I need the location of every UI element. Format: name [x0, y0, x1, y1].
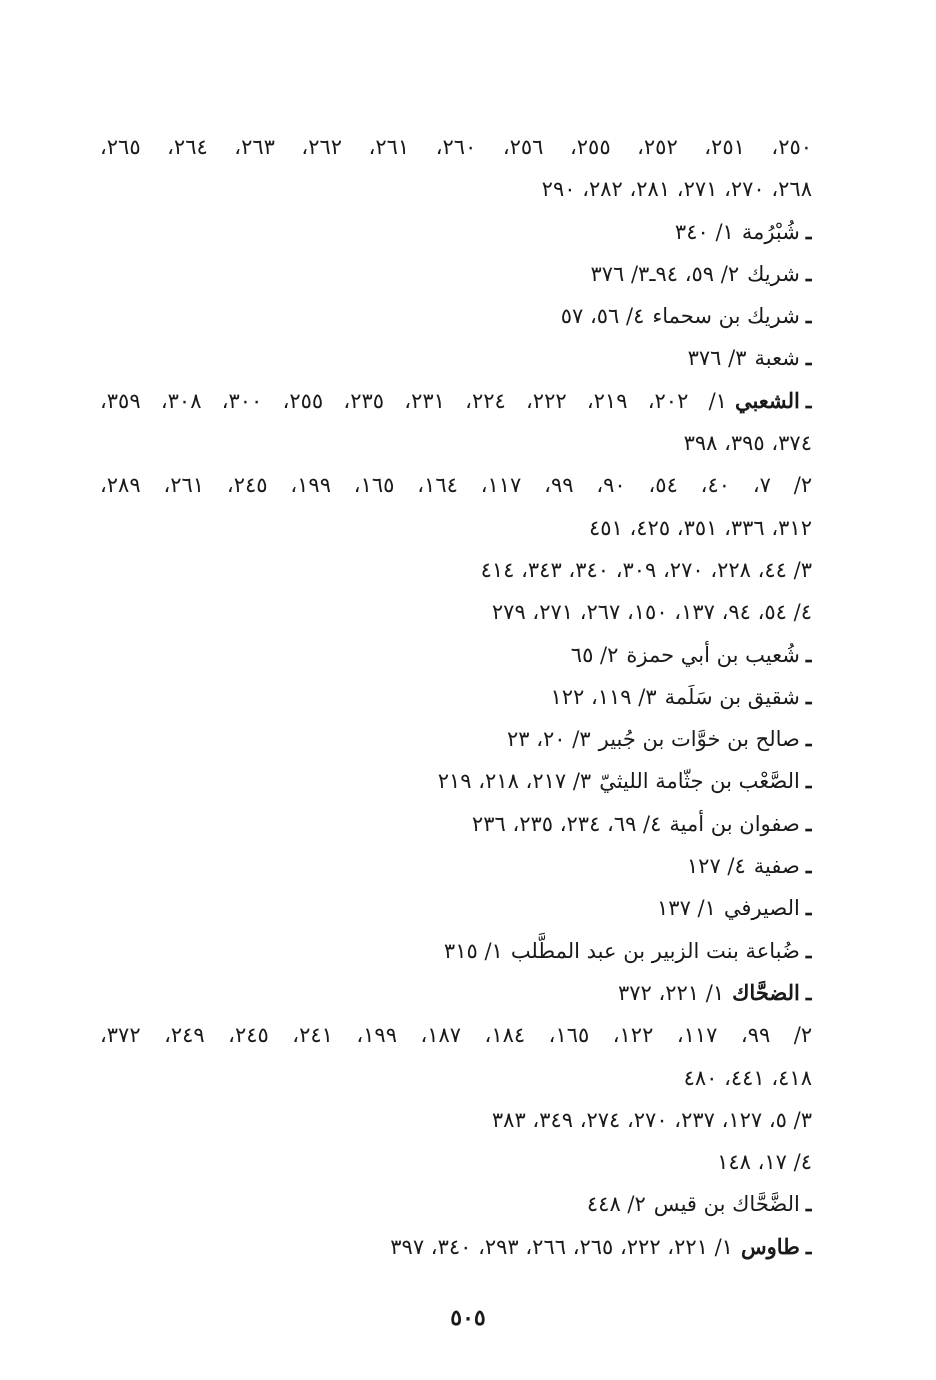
- index-entry: [100, 803, 812, 845]
- entry-name: الشعبي: [734, 387, 800, 413]
- entry-name: طاوس: [740, 1233, 800, 1259]
- entry-name: شعبة: [754, 346, 800, 371]
- index-continuation-line: [100, 1099, 812, 1141]
- index-entry: [100, 887, 812, 929]
- index-continuation-line: [100, 507, 812, 549]
- entry-dash: ـ: [805, 683, 812, 709]
- entry-name: صفوان بن أمية: [669, 811, 800, 836]
- entry-dash: ـ: [805, 1233, 812, 1259]
- index-continuation-line: [100, 1014, 812, 1056]
- entry-references: ٢/ ٥٩، ٩٤ـ٣/ ٣٧٦: [590, 261, 740, 286]
- entry-references: ٤/ ١٧، ١٤٨: [717, 1150, 812, 1175]
- entry-name: الصيرفي: [723, 896, 800, 921]
- entry-dash: ـ: [805, 641, 812, 667]
- index-entry: [100, 253, 812, 295]
- index-entry: [100, 718, 812, 760]
- entry-name: الضحَّاك: [732, 979, 800, 1005]
- entry-references: ١/ ٣٤٠: [674, 219, 734, 244]
- entry-name: شُبْرُمة: [741, 219, 800, 244]
- entry-references: ٤/ ٥٤، ٩٤، ١٣٧، ١٥٠، ٢٦٧، ٢٧١، ٢٧٩: [491, 600, 812, 625]
- entry-references: ١/ ٣١٥: [443, 938, 503, 963]
- entry-references: ٤١٨، ٤٤١، ٤٨٠: [683, 1065, 812, 1090]
- entry-dash: ـ: [805, 895, 812, 921]
- entry-references: ٣/ ١١٩، ١٢٢: [550, 684, 657, 709]
- entry-references: ٣/ ٣٧٦: [687, 346, 747, 371]
- name-index-list: [100, 126, 812, 1268]
- entry-dash: ـ: [805, 303, 812, 329]
- entry-references: ٣/ ٤٤، ٢٢٨، ٢٧٠، ٣٠٩، ٣٤٠، ٣٤٣، ٤١٤: [480, 557, 812, 582]
- index-entry: [100, 634, 812, 676]
- entry-references: ٤/ ٥٦، ٥٧: [560, 304, 645, 329]
- entry-dash: ـ: [805, 768, 812, 794]
- entry-dash: ـ: [805, 937, 812, 963]
- entry-dash: ـ: [805, 853, 812, 879]
- entry-references: ١/ ١٣٧: [657, 896, 716, 921]
- entry-dash: ـ: [805, 260, 812, 286]
- entry-references: ٣٧٤، ٣٩٥، ٣٩٨: [683, 431, 812, 456]
- entry-name: صالح بن خوَّات بن جُبير: [598, 727, 800, 752]
- entry-references: ٢/ ٩٩، ١١٧، ١٢٢، ١٦٥، ١٨٤، ١٨٧، ١٩٩، ٢٤١، ٢٤٥، ٢٤٩، ٣٧٢،: [100, 1023, 812, 1048]
- entry-references: ٤/ ١٢٧: [686, 854, 746, 879]
- index-continuation-line: [100, 168, 812, 210]
- index-entry: [100, 760, 812, 802]
- index-continuation-line: [100, 126, 812, 168]
- entry-name: شقيق بن سَلَمة: [664, 684, 800, 709]
- entry-dash: ـ: [805, 1191, 812, 1217]
- entry-dash: ـ: [805, 345, 812, 371]
- index-entry: [100, 676, 812, 718]
- entry-dash: ـ: [805, 726, 812, 752]
- index-entry: [100, 337, 812, 379]
- entry-references: ٢٦٨، ٢٧٠، ٢٧١، ٢٨١، ٢٨٢، ٢٩٠: [541, 177, 812, 202]
- entry-dash: ـ: [805, 810, 812, 836]
- index-continuation-line: [100, 422, 812, 464]
- entry-references: ١/ ٢٢١، ٢٢٢، ٢٦٥، ٢٦٦، ٢٩٣، ٣٤٠، ٣٩٧: [390, 1234, 733, 1259]
- entry-name: الصَّعْب بن جثّامة الليثيّ: [599, 769, 800, 794]
- entry-references: ٣١٢، ٣٣٦، ٣٥١، ٤٢٥، ٤٥١: [588, 515, 812, 540]
- entry-name: ضُباعة بنت الزبير بن عبد المطَّلب: [510, 938, 800, 963]
- index-continuation-line: [100, 591, 812, 633]
- index-entry: [100, 1226, 812, 1268]
- entry-references: ٣/ ٢٠، ٢٣: [506, 727, 591, 752]
- entry-name: شُعيب بن أبي حمزة: [626, 642, 800, 667]
- entry-dash: ـ: [805, 979, 812, 1005]
- index-continuation-line: [100, 549, 812, 591]
- entry-name: شريك بن سحماء: [652, 304, 800, 329]
- index-entry: [100, 845, 812, 887]
- entry-dash: ـ: [805, 387, 812, 413]
- index-continuation-line: [100, 464, 812, 506]
- entry-name: شريك: [747, 261, 800, 286]
- entry-references: ٣/ ٢١٧، ٢١٨، ٢١٩: [437, 769, 592, 794]
- page-number: ٥٠٥: [450, 1305, 486, 1331]
- index-entry: [100, 211, 812, 253]
- index-entry: [100, 1183, 812, 1225]
- entry-references: ٣/ ٥، ١٢٧، ٢٣٧، ٢٧٠، ٢٧٤، ٣٤٩، ٣٨٣: [491, 1107, 812, 1132]
- index-continuation-line: [100, 1141, 812, 1183]
- index-entry: [100, 295, 812, 337]
- index-entry: [100, 930, 812, 972]
- entry-references: ٢/ ٧، ٤٠، ٥٤، ٩٠، ٩٩، ١١٧، ١٦٤، ١٦٥، ١٩٩، ٢٤٥، ٢٦١، ٢٨٩،: [100, 473, 812, 498]
- entry-references: ٤/ ٦٩، ٢٣٤، ٢٣٥، ٢٣٦: [471, 811, 662, 836]
- entry-references: ١/ ٢٠٢، ٢١٩، ٢٢٢، ٢٢٤، ٢٣١، ٢٣٥، ٢٥٥، ٣٠٠، ٣٠٨، ٣٥٩،: [100, 388, 727, 413]
- entry-references: ٢/ ٤٤٨: [586, 1192, 646, 1217]
- entry-references: ٢٥٠، ٢٥١، ٢٥٢، ٢٥٥، ٢٥٦، ٢٦٠، ٢٦١، ٢٦٢، ٢٦٣، ٢٦٤، ٢٦٥،: [100, 135, 812, 159]
- index-continuation-line: [100, 1057, 812, 1099]
- entry-references: ٢/ ٦٥: [570, 642, 619, 667]
- index-entry: [100, 972, 812, 1014]
- index-entry: [100, 380, 812, 422]
- entry-dash: ـ: [805, 218, 812, 244]
- entry-name: صفية: [753, 854, 800, 879]
- entry-name: الضَّحَّاك بن قيس: [653, 1192, 800, 1217]
- entry-references: ١/ ٢٢١، ٣٧٢: [617, 980, 725, 1005]
